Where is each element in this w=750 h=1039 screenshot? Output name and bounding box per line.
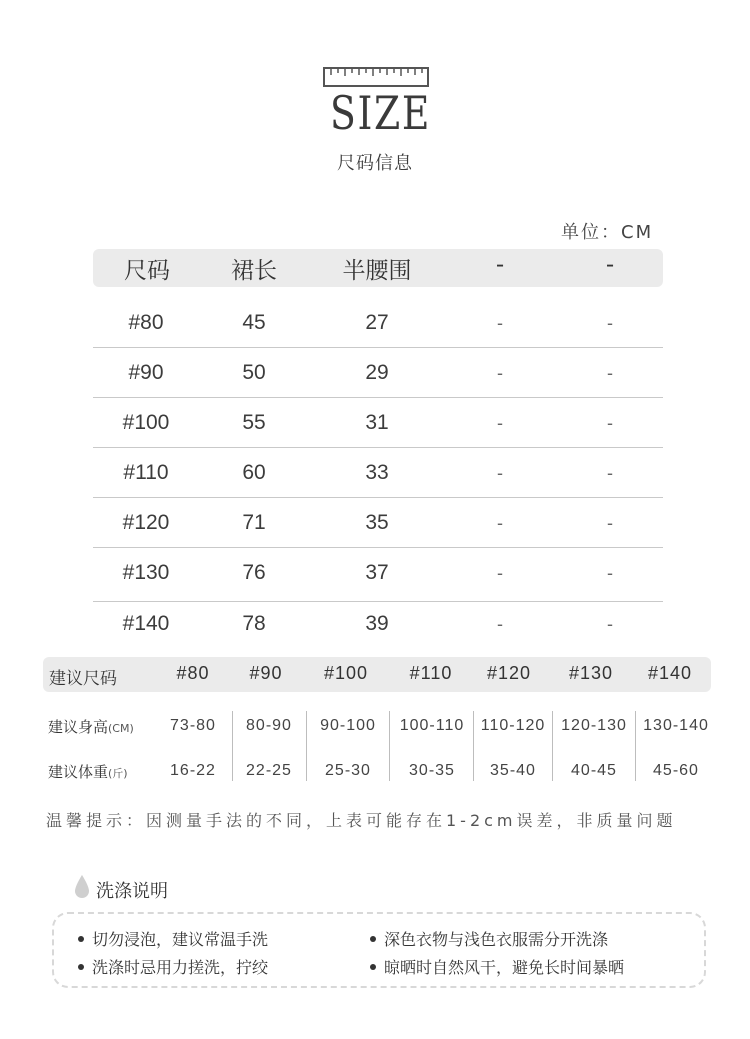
header-empty-1: - <box>495 252 505 278</box>
cell-waist: 37 <box>365 561 389 584</box>
column-divider <box>635 711 636 781</box>
cell-waist: 35 <box>365 511 389 534</box>
cell-empty: - <box>607 563 613 583</box>
rec-height-cell: 110-120 <box>480 717 546 734</box>
row-divider <box>93 497 663 498</box>
cell-waist: 39 <box>365 612 389 635</box>
rec-size-cell: #110 <box>409 663 453 683</box>
cell-size: #130 <box>122 561 170 584</box>
cell-empty: - <box>497 563 503 583</box>
cell-length: 71 <box>242 511 266 534</box>
rec-size-cell: #90 <box>249 663 283 683</box>
rec-size-cell: #140 <box>647 663 693 683</box>
recommend-height-label <box>48 716 134 737</box>
wash-item <box>370 927 608 950</box>
wash-item-text: 深色衣物与浅色衣服需分开洗涤 <box>384 930 609 949</box>
height-label-text: 建议身高 <box>48 718 109 736</box>
size-info-title: 尺码信息 <box>337 153 413 174</box>
header-size: 尺码 <box>124 258 170 284</box>
bullet-icon <box>78 936 84 942</box>
cell-length: 76 <box>242 561 266 584</box>
wash-item-text: 洗涤时忌用力搓洗，拧绞 <box>92 958 269 977</box>
rec-weight-cell: 30-35 <box>409 762 455 779</box>
cell-size: #100 <box>122 411 170 434</box>
cell-empty: - <box>497 513 503 533</box>
cell-empty: - <box>607 463 613 483</box>
bullet-icon <box>78 964 84 970</box>
cell-empty: - <box>607 413 613 433</box>
cell-empty: - <box>497 413 503 433</box>
wash-title: 洗涤说明 <box>96 881 168 902</box>
column-divider <box>473 711 474 781</box>
cell-size: #120 <box>122 511 170 534</box>
rec-weight-cell: 45-60 <box>653 762 699 779</box>
wash-item-text: 晾晒时自然风干，避免长时间暴晒 <box>384 958 625 977</box>
column-divider <box>306 711 307 781</box>
weight-label-text: 建议体重 <box>48 763 109 781</box>
rec-height-cell: 73-80 <box>170 717 216 734</box>
recommend-size-label: 建议尺码 <box>49 669 117 689</box>
wash-item <box>78 955 268 978</box>
cell-empty: - <box>497 614 503 634</box>
row-divider <box>93 347 663 348</box>
rec-height-cell: 80-90 <box>246 717 292 734</box>
column-divider <box>389 711 390 781</box>
rec-weight-cell: 35-40 <box>490 762 536 779</box>
column-divider <box>552 711 553 781</box>
cell-length: 50 <box>242 361 266 384</box>
rec-size-cell: #120 <box>486 663 532 683</box>
weight-unit: (斤) <box>108 767 128 780</box>
ruler-icon <box>323 66 429 88</box>
cell-empty: - <box>607 363 613 383</box>
height-unit: (CM) <box>108 722 134 735</box>
rec-size-cell: #80 <box>176 663 210 683</box>
cell-waist: 33 <box>365 461 389 484</box>
cell-length: 45 <box>242 311 266 334</box>
cell-empty: - <box>497 463 503 483</box>
rec-weight-cell: 22-25 <box>246 762 292 779</box>
cell-empty: - <box>607 513 613 533</box>
size-logo-word: SIZE <box>330 86 432 140</box>
cell-empty: - <box>607 313 613 333</box>
row-divider <box>93 397 663 398</box>
header-skirt-length: 裙长 <box>231 258 277 284</box>
cell-length: 78 <box>242 612 266 635</box>
cell-empty: - <box>497 363 503 383</box>
cell-length: 55 <box>242 411 266 434</box>
header-half-waist: 半腰围 <box>342 258 412 284</box>
recommend-weight-label <box>48 761 128 782</box>
rec-weight-cell: 25-30 <box>325 762 371 779</box>
rec-size-cell: #100 <box>323 663 369 683</box>
cell-size: #110 <box>123 461 169 484</box>
cell-length: 60 <box>242 461 266 484</box>
rec-height-cell: 100-110 <box>399 717 465 734</box>
tip-note: 温馨提示：因测量手法的不同，上表可能存在1-2cm误差，非质量问题 <box>46 811 677 830</box>
cell-empty: - <box>607 614 613 634</box>
water-drop-icon <box>74 874 90 900</box>
row-divider <box>93 547 663 548</box>
cell-waist: 31 <box>365 411 389 434</box>
wash-item-text: 切勿浸泡，建议常温手洗 <box>92 930 269 949</box>
column-divider <box>232 711 233 781</box>
row-divider <box>93 601 663 602</box>
cell-empty: - <box>497 313 503 333</box>
bullet-icon <box>370 936 376 942</box>
rec-height-cell: 130-140 <box>643 717 709 734</box>
rec-size-cell: #130 <box>568 663 614 683</box>
cell-waist: 29 <box>365 361 389 384</box>
rec-weight-cell: 40-45 <box>571 762 617 779</box>
bullet-icon <box>370 964 376 970</box>
unit-label: 单位：CM <box>561 222 654 243</box>
cell-size: #90 <box>128 361 164 384</box>
rec-height-cell: 120-130 <box>561 717 627 734</box>
rec-height-cell: 90-100 <box>320 717 376 734</box>
rec-weight-cell: 16-22 <box>170 762 216 779</box>
wash-item <box>78 927 268 950</box>
cell-waist: 27 <box>365 311 389 334</box>
wash-item <box>370 955 624 978</box>
header-empty-2: - <box>605 252 615 278</box>
cell-size: #140 <box>122 612 170 635</box>
cell-size: #80 <box>128 311 164 334</box>
row-divider <box>93 447 663 448</box>
